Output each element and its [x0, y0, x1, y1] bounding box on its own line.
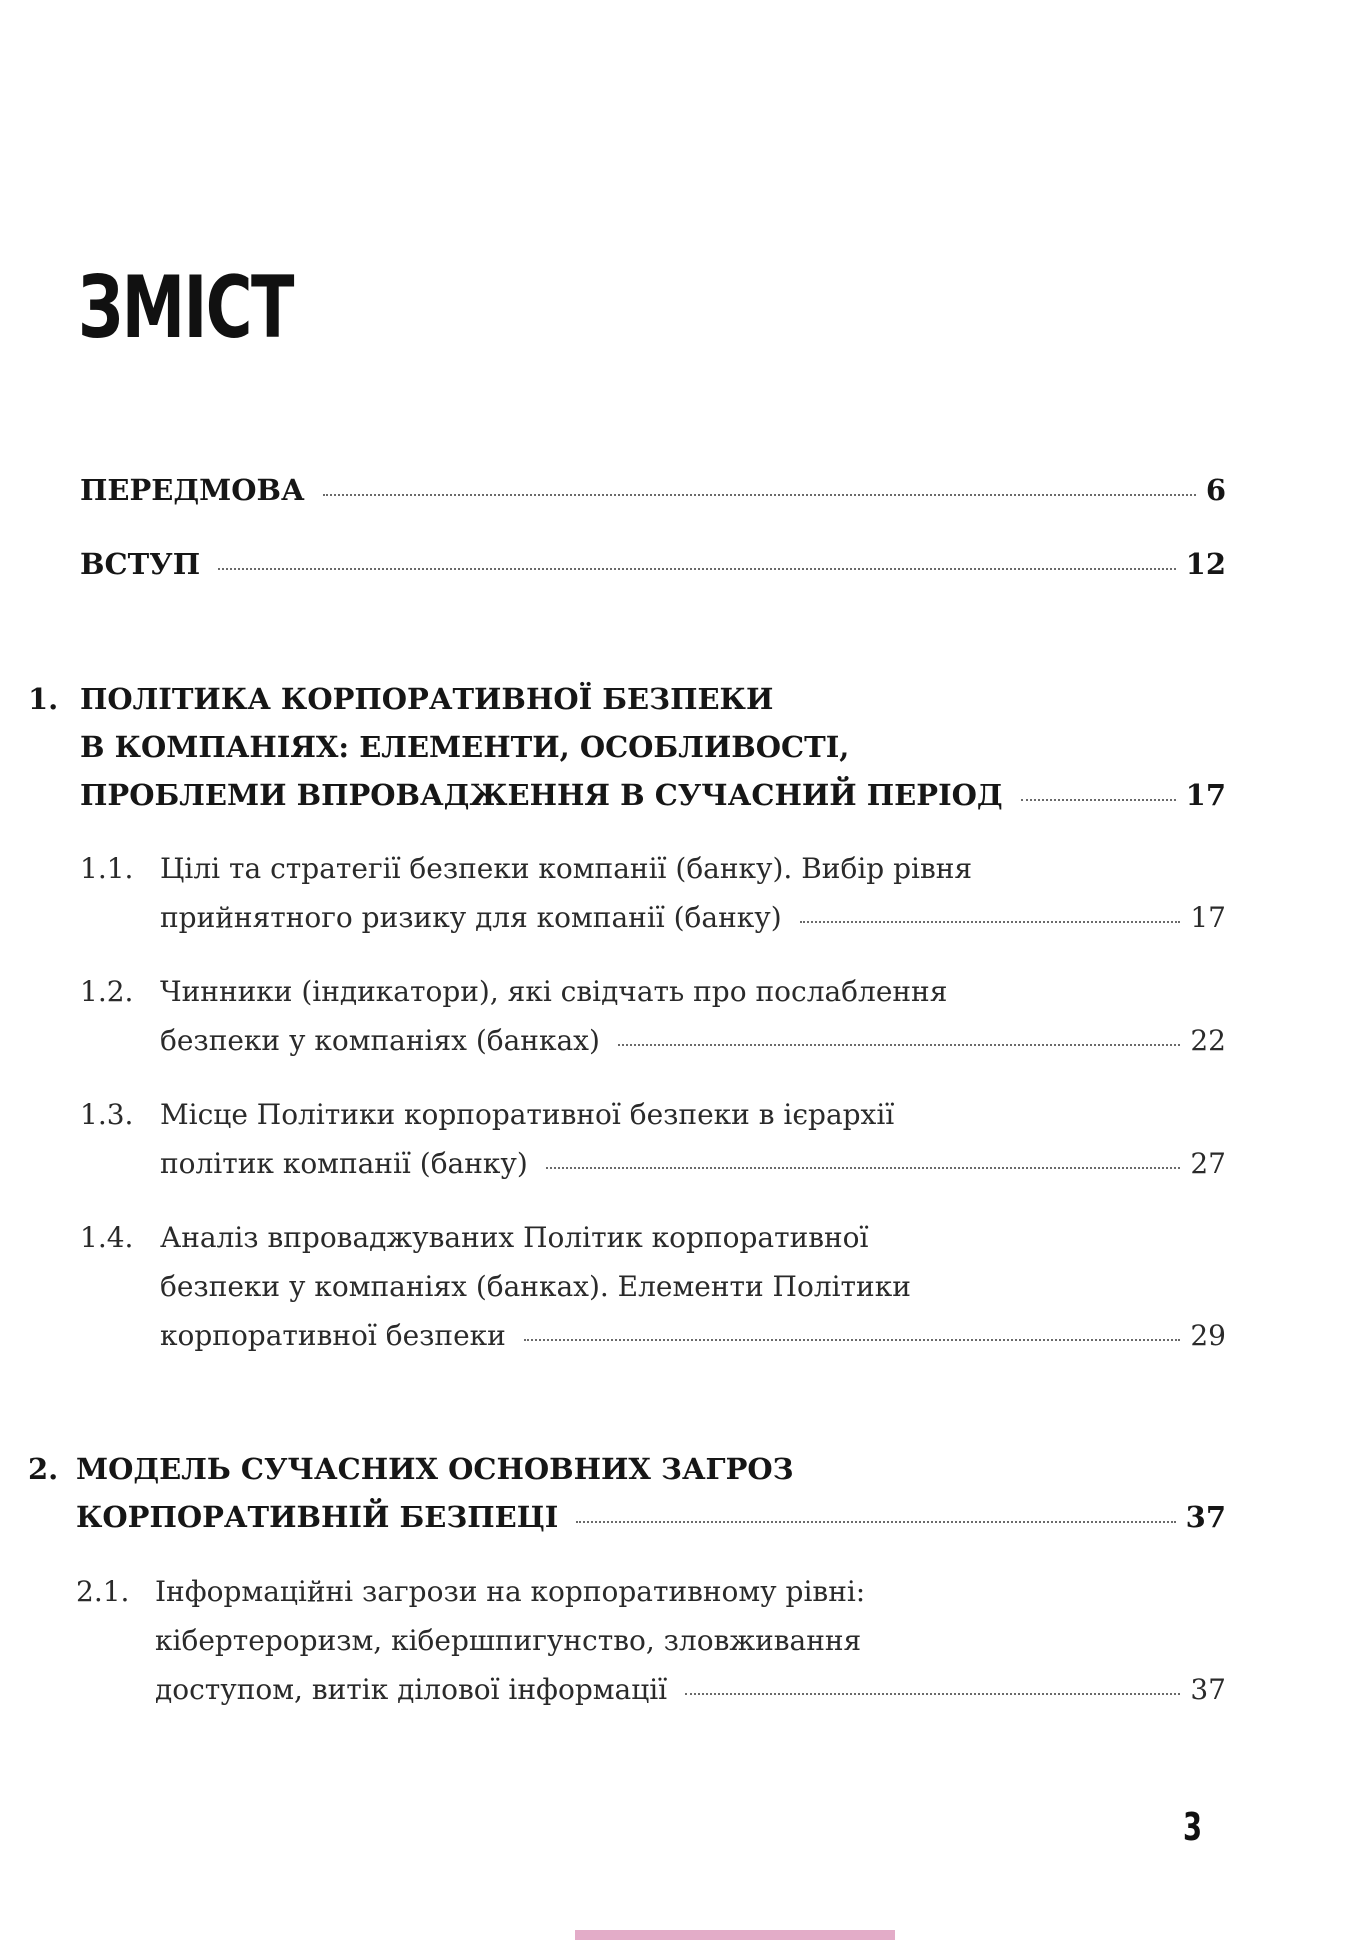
toc-entry-page: 27	[1190, 1147, 1226, 1180]
chapter-title-line: ПОЛІТИКА КОРПОРАТИВНОЇ БЕЗПЕКИ	[80, 682, 774, 716]
dot-leader	[546, 1167, 1181, 1169]
chapter-title-line: МОДЕЛЬ СУЧАСНИХ ОСНОВНИХ ЗАГРОЗ	[76, 1452, 794, 1486]
section-title-last-line	[160, 1024, 1226, 1057]
section-number: 2.1.	[76, 1575, 130, 1608]
section-number: 1.3.	[80, 1098, 134, 1131]
section-title-line: доступом, витік ділової інформації	[155, 1673, 668, 1706]
toc-entry-page: 29	[1190, 1319, 1226, 1352]
section-title-line: Аналіз впроваджуваних Політик корпоративної	[160, 1221, 869, 1254]
page-title: ЗМІСТ	[78, 258, 293, 358]
section-title-last-line	[155, 1673, 1226, 1706]
page-number: 3	[1183, 1805, 1203, 1849]
section-title-line: кібертероризм, кібершпигунство, зловживання	[155, 1624, 862, 1657]
dot-leader	[618, 1044, 1180, 1046]
chapter-number: 2.	[28, 1452, 59, 1486]
section-title-line: безпеки у компаніях (банках). Елементи Політики	[160, 1270, 911, 1303]
section-title-line: прийнятного ризику для компанії (банку)	[160, 901, 782, 934]
toc-entry-page: 22	[1190, 1024, 1226, 1057]
toc-entry-foreword[interactable]	[80, 473, 1226, 507]
section-title-line: Цілі та стратегії безпеки компанії (банку). Вибір рівня	[160, 852, 973, 885]
dot-leader	[800, 921, 1181, 923]
toc-entry-page: 37	[1190, 1673, 1226, 1706]
toc-entry-page: 17	[1190, 901, 1226, 934]
dot-leader	[323, 494, 1196, 496]
bottom-edge-strip	[575, 1930, 895, 1940]
section-title-line: Інформаційні загрози на корпоративному рівні:	[155, 1575, 866, 1608]
section-number: 1.1.	[80, 852, 134, 885]
chapter-title-line: В КОМПАНІЯХ: ЕЛЕМЕНТИ, ОСОБЛИВОСТІ,	[80, 730, 850, 764]
section-title-line: Чинники (індикатори), які свідчать про послаблення	[160, 975, 948, 1008]
section-title-last-line	[160, 1319, 1226, 1352]
toc-entry-label: ПЕРЕДМОВА	[80, 473, 305, 507]
dot-leader	[685, 1693, 1180, 1695]
dot-leader	[524, 1339, 1181, 1341]
section-number: 1.4.	[80, 1221, 134, 1254]
chapter-title-last-line	[80, 778, 1226, 812]
section-title-line: політик компанії (банку)	[160, 1147, 528, 1180]
toc-entry-page: 17	[1185, 778, 1226, 812]
toc-entry-page: 37	[1185, 1500, 1226, 1534]
dot-leader	[218, 568, 1176, 570]
toc-entry-label: ВСТУП	[80, 547, 201, 581]
dot-leader	[1021, 799, 1176, 801]
section-title-last-line	[160, 1147, 1226, 1180]
section-title-line: Місце Політики корпоративної безпеки в ієрархії	[160, 1098, 895, 1131]
section-title-line: безпеки у компаніях (банках)	[160, 1024, 600, 1057]
section-number: 1.2.	[80, 975, 134, 1008]
chapter-title-last-line	[76, 1500, 1226, 1534]
toc-entry-page: 6	[1205, 473, 1226, 507]
toc-entry-introduction[interactable]	[80, 547, 1226, 581]
dot-leader	[576, 1521, 1175, 1523]
chapter-number: 1.	[28, 682, 59, 716]
section-title-last-line	[160, 901, 1226, 934]
toc-entry-page: 12	[1185, 547, 1226, 581]
chapter-title-line: ПРОБЛЕМИ ВПРОВАДЖЕННЯ В СУЧАСНИЙ ПЕРІОД	[80, 778, 1003, 812]
section-title-line: корпоративної безпеки	[160, 1319, 506, 1352]
chapter-title-line: КОРПОРАТИВНІЙ БЕЗПЕЦІ	[76, 1500, 559, 1534]
